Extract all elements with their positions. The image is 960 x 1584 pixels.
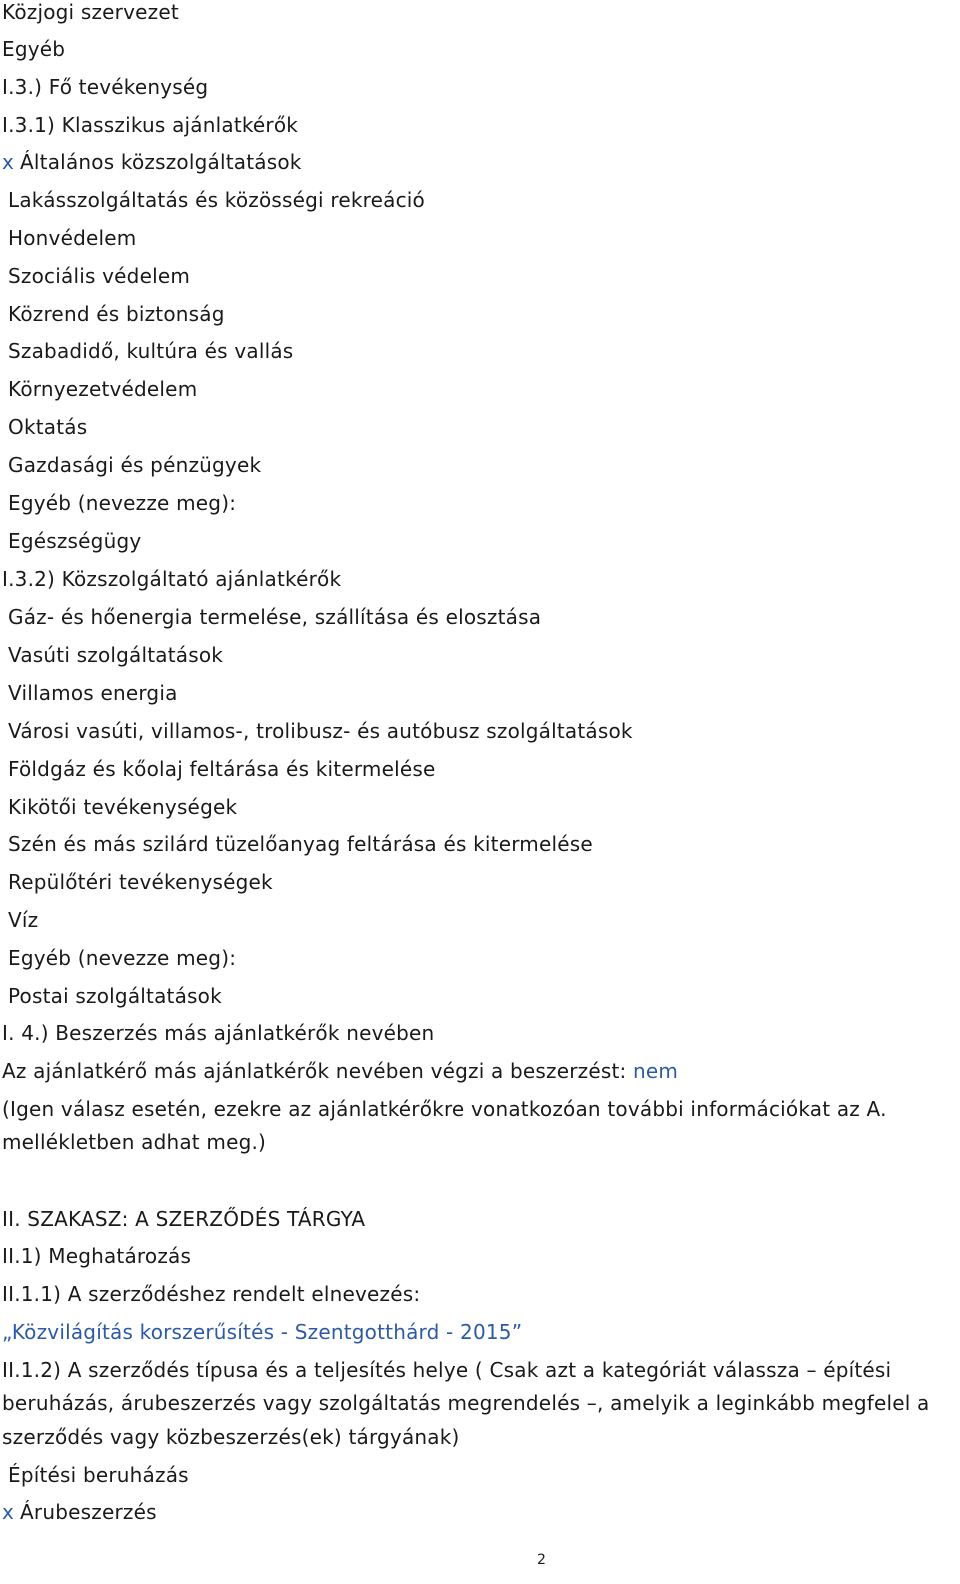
procurement-on-behalf-question	[2, 1059, 678, 1083]
list-item	[2, 150, 302, 174]
list-item: Szociális védelem	[8, 264, 191, 288]
checked-mark: x	[2, 150, 15, 174]
heading-main-activity: I.3.) Fő tevékenység	[2, 75, 209, 99]
contract-name: „Közvilágítás korszerűsítés - Szentgotthárd - 2015”	[2, 1320, 523, 1344]
list-item-label: Általános közszolgáltatások	[20, 150, 302, 174]
list-item: Kikötői tevékenységek	[8, 795, 238, 819]
list-item: Egyéb (nevezze meg):	[8, 491, 237, 515]
list-item: Postai szolgáltatások	[8, 984, 222, 1008]
list-item: Egészségügy	[8, 529, 142, 553]
note-line: (Igen válasz esetén, ezekre az ajánlatkérőkre vonatkozóan további információkat az A.	[2, 1097, 887, 1121]
list-item: Lakásszolgáltatás és közösségi rekreáció	[8, 188, 425, 212]
list-item: Repülőtéri tevékenységek	[8, 870, 273, 894]
line-legal-entity: Közjogi szervezet	[2, 0, 179, 24]
page-number: 2	[537, 1552, 546, 1568]
list-item: Víz	[8, 908, 39, 932]
list-item: Közrend és biztonság	[8, 302, 225, 326]
contract-type-text: szerződés vagy közbeszerzés(ek) tárgyának)	[2, 1425, 460, 1449]
checked-mark: x	[2, 1500, 15, 1524]
list-item: Szabadidő, kultúra és vallás	[8, 339, 294, 363]
subheading-definition: II.1) Meghatározás	[2, 1244, 192, 1268]
subheading-contract-type: II.1.2) A szerződés típusa és a teljesítés helye ( Csak azt a kategóriát válassza – építési	[2, 1358, 892, 1382]
heading-utility-contracting: I.3.2) Közszolgáltató ajánlatkérők	[2, 567, 342, 591]
contract-type-text: beruházás, árubeszerzés vagy szolgáltatás megrendelés –, amelyik a leginkább megfelel a	[2, 1391, 930, 1415]
list-item: Földgáz és kőolaj feltárása és kitermelése	[8, 757, 436, 781]
list-item: Környezetvédelem	[8, 377, 198, 401]
list-item: Honvédelem	[8, 226, 137, 250]
subheading-contract-name: II.1.1) A szerződéshez rendelt elnevezés:	[2, 1282, 421, 1306]
list-item: Vasúti szolgáltatások	[8, 643, 224, 667]
answer-value: nem	[633, 1059, 679, 1083]
question-text: Az ajánlatkérő más ajánlatkérők nevében végzi a beszerzést:	[2, 1059, 627, 1083]
list-item: Gazdasági és pénzügyek	[8, 453, 262, 477]
note-line: mellékletben adhat meg.)	[2, 1130, 267, 1154]
line-other: Egyéb	[2, 37, 66, 61]
heading-procurement-on-behalf: I. 4.) Beszerzés más ajánlatkérők nevében	[2, 1021, 435, 1045]
section-heading: II. SZAKASZ: A SZERZŐDÉS TÁRGYA	[2, 1207, 366, 1231]
heading-classic-contracting: I.3.1) Klasszikus ajánlatkérők	[2, 113, 299, 137]
list-item: Építési beruházás	[8, 1463, 189, 1487]
list-item: Oktatás	[8, 415, 88, 439]
list-item-label: Árubeszerzés	[20, 1500, 157, 1524]
list-item: Villamos energia	[8, 681, 178, 705]
list-item	[2, 1500, 157, 1524]
list-item: Városi vasúti, villamos-, trolibusz- és autóbusz szolgáltatások	[8, 719, 633, 743]
list-item: Szén és más szilárd tüzelőanyag feltárása és kitermelése	[8, 832, 593, 856]
list-item: Gáz- és hőenergia termelése, szállítása és elosztása	[8, 605, 542, 629]
list-item: Egyéb (nevezze meg):	[8, 946, 237, 970]
